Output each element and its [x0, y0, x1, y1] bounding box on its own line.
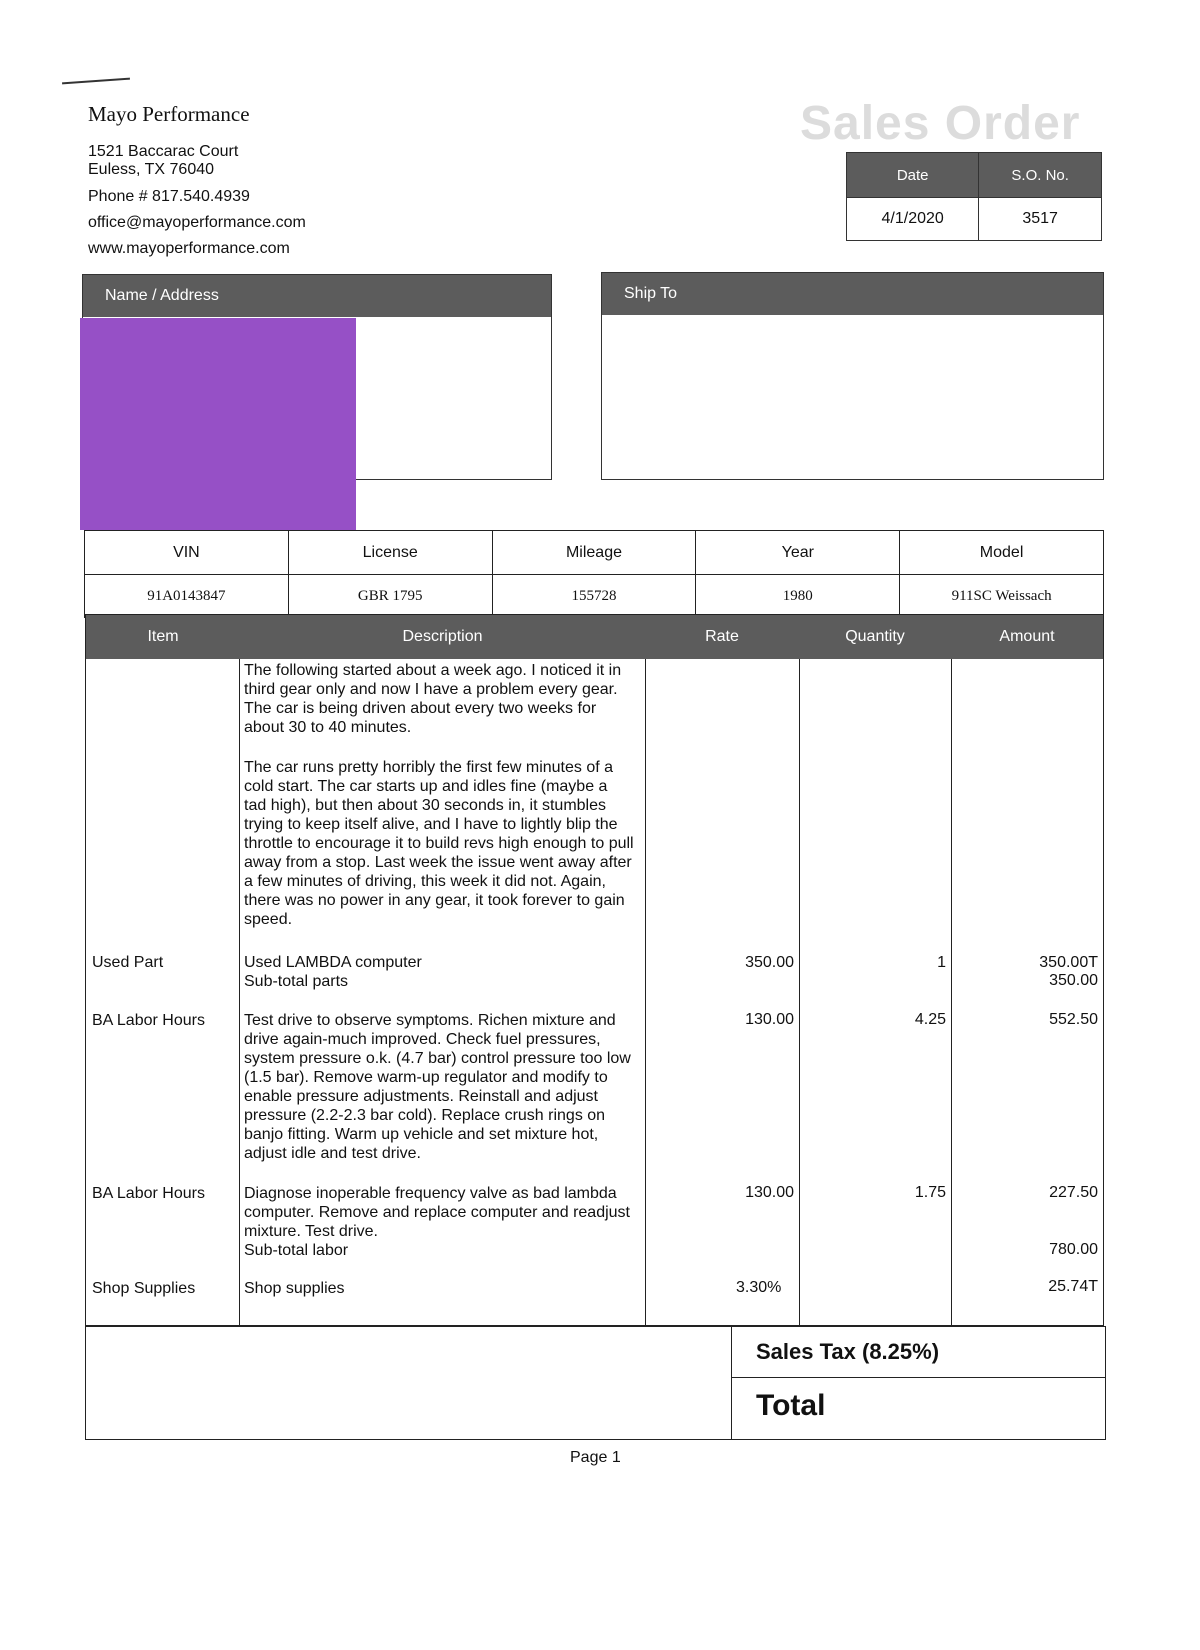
line-item-description: The following started about a week ago. I noticed it in third gear only and now I have a problem every gear. The car is being driven about every two weeks for about 30 to 40 minutes.	[244, 662, 622, 736]
so-number-header: S.O. No.	[979, 153, 1102, 198]
line-item-description: Diagnose inoperable frequency valve as bad lambda computer. Remove and replace computer and readjust mixture. Test drive.	[244, 1185, 630, 1240]
line-item-amount: 350.00	[1049, 972, 1098, 989]
so-number-value: 3517	[979, 198, 1102, 241]
totals-section	[85, 1326, 1106, 1440]
date-value: 4/1/2020	[847, 198, 979, 241]
line-item-quantity: 1.75	[914, 1184, 946, 1201]
line-item-quantity: 4.25	[914, 1011, 946, 1028]
line-item-amount: 780.00	[1049, 1241, 1098, 1258]
line-items-header	[86, 615, 1103, 659]
company-website: www.mayoperformance.com	[88, 240, 290, 257]
item-column-header: Item	[147, 628, 179, 645]
company-address-line2: Euless, TX 76040	[88, 161, 215, 178]
line-item-name: Used Part	[92, 954, 164, 971]
company-email: office@mayoperformance.com	[88, 214, 306, 231]
line-item-description: The car runs pretty horribly the first few minutes of a cold start. The car starts up and idles fine (maybe a tad high), but then about 30 seconds in, it stumbles trying to keep itself alive, and I have to lightly blip the throttle to encourage it to build revs high enough to pull away from a stop. Last week the issue went away after a few minutes of driving, this week it did not. Again, there was no power in any gear, it took forever to gain speed.	[244, 759, 634, 928]
page-number: Page 1	[570, 1449, 621, 1466]
model-header: Model	[900, 531, 1104, 575]
line-item-amount: 552.50	[1049, 1011, 1098, 1028]
amount-column-header: Amount	[999, 628, 1055, 645]
scan-pen-mark	[62, 78, 130, 85]
line-items-table	[85, 614, 1104, 1326]
description-column-header: Description	[402, 628, 483, 645]
mileage-value: 155728	[492, 575, 696, 618]
line-item-description: Shop supplies	[244, 1280, 345, 1297]
line-item-description: Test drive to observe symptoms. Richen mixture and drive again-much improved. Check fuel pressures, system pressure o.k. (4.7 bar) control pressure too low (1.5 bar). Remove warm-up regulator and modify to enable pressure adjustments. Reinstall and adjust pressure (2.2-2.3 bar cold). Replace crush rings on banjo fitting. Warm up vehicle and set mixture hot, adjust idle and test drive.	[244, 1012, 631, 1162]
line-item-amount: 350.00T	[1039, 954, 1098, 971]
license-value: GBR 1795	[288, 575, 492, 618]
line-item-description: Used LAMBDA computer	[244, 954, 422, 971]
company-address-line1: 1521 Baccarac Court	[88, 143, 239, 160]
line-item-description: Sub-total parts	[244, 973, 349, 990]
sales-tax-label: Sales Tax (8.25%)	[756, 1339, 940, 1364]
column-divider	[239, 659, 240, 1325]
column-divider	[799, 659, 800, 1325]
line-item-name: Shop Supplies	[92, 1280, 196, 1297]
line-item-quantity: 1	[937, 954, 946, 971]
date-so-table	[846, 152, 1102, 241]
model-value: 911SC Weissach	[900, 575, 1104, 618]
totals-box	[731, 1327, 1106, 1439]
date-header: Date	[847, 153, 979, 198]
document-title: Sales Order	[800, 97, 1081, 150]
quantity-column-header: Quantity	[845, 628, 905, 645]
line-item-name: BA Labor Hours	[92, 1185, 205, 1202]
company-name: Mayo Performance	[88, 102, 250, 126]
vehicle-table	[84, 530, 1104, 618]
line-item-name: BA Labor Hours	[92, 1012, 205, 1029]
year-header: Year	[696, 531, 900, 575]
license-header: License	[288, 531, 492, 575]
ship-to-label: Ship To	[602, 273, 1103, 315]
line-item-amount: 227.50	[1049, 1184, 1098, 1201]
name-address-label: Name / Address	[83, 275, 551, 317]
line-item-rate: 350.00	[745, 954, 794, 971]
line-item-rate: 3.30%	[736, 1279, 782, 1296]
total-label: Total	[756, 1389, 826, 1422]
company-phone: Phone # 817.540.4939	[88, 188, 250, 205]
mileage-header: Mileage	[492, 531, 696, 575]
redaction-block	[80, 318, 356, 530]
rate-column-header: Rate	[705, 628, 739, 645]
line-item-rate: 130.00	[745, 1184, 794, 1201]
totals-divider	[732, 1377, 1106, 1378]
ship-to-box	[601, 272, 1104, 480]
column-divider	[645, 659, 646, 1325]
year-value: 1980	[696, 575, 900, 618]
line-item-rate: 130.00	[745, 1011, 794, 1028]
vin-header: VIN	[85, 531, 289, 575]
line-item-amount: 25.74T	[1048, 1278, 1098, 1295]
column-divider	[951, 659, 952, 1325]
line-item-description: Sub-total labor	[244, 1242, 349, 1259]
vin-value: 91A0143847	[85, 575, 289, 618]
